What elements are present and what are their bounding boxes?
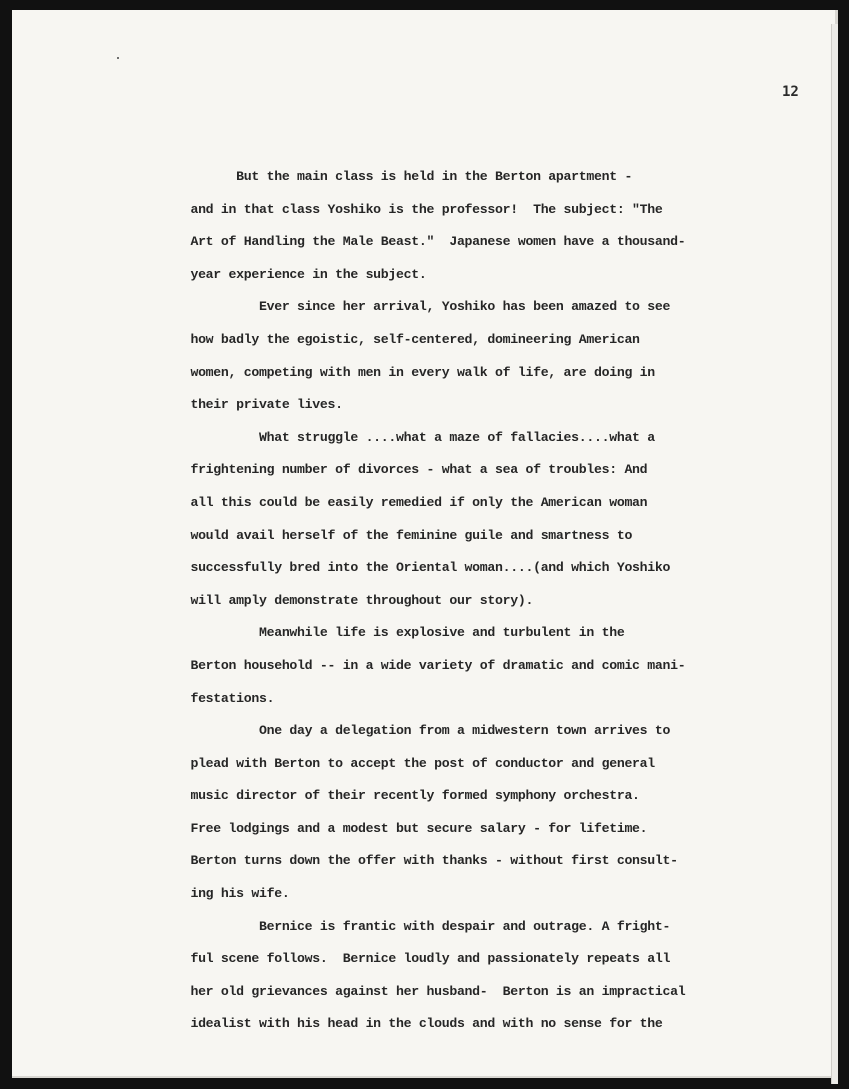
text-line: and in that class Yoshiko is the professor! The subject: "The xyxy=(160,201,663,217)
text-line: ing his wife. xyxy=(160,886,290,902)
body-text xyxy=(160,161,720,1041)
text-line: all this could be easily remedied if only the American woman xyxy=(160,494,648,510)
paper-speck xyxy=(117,57,119,59)
text-line: Bernice is frantic with despair and outrage. A fright- xyxy=(160,918,671,934)
text-line: Free lodgings and a modest but secure salary - for lifetime. xyxy=(160,820,648,836)
typewritten-page xyxy=(12,10,838,1078)
text-line: idealist with his head in the clouds and with no sense for the xyxy=(160,1016,663,1032)
text-line: women, competing with men in every walk of life, are doing in xyxy=(160,364,655,380)
text-line: frightening number of divorces - what a sea of troubles: And xyxy=(160,462,648,478)
text-line: how badly the egoistic, self-centered, domineering American xyxy=(160,331,640,347)
text-line: festations. xyxy=(160,690,275,706)
text-line: their private lives. xyxy=(160,397,343,413)
text-line: Berton household -- in a wide variety of dramatic and comic mani- xyxy=(160,657,686,673)
text-line: Berton turns down the offer with thanks - without first consult- xyxy=(160,853,678,869)
text-line: will amply demonstrate throughout our story). xyxy=(160,592,534,608)
text-line: One day a delegation from a midwestern town arrives to xyxy=(160,723,671,739)
text-line: plead with Berton to accept the post of conductor and general xyxy=(160,755,655,771)
page-edge xyxy=(831,24,838,1084)
text-line: ful scene follows. Bernice loudly and passionately repeats all xyxy=(160,951,671,967)
text-line: Ever since her arrival, Yoshiko has been amazed to see xyxy=(160,299,671,315)
text-line: What struggle ....what a maze of fallacies....what a xyxy=(160,429,655,445)
text-line: But the main class is held in the Berton apartment - xyxy=(160,169,633,184)
text-line: would avail herself of the feminine guile and smartness to xyxy=(160,527,633,543)
text-line: music director of their recently formed symphony orchestra. xyxy=(160,788,640,804)
text-line: Art of Handling the Male Beast." Japanese women have a thousand- xyxy=(160,234,686,250)
text-line: her old grievances against her husband- Berton is an impractical xyxy=(160,983,686,999)
text-line: Meanwhile life is explosive and turbulent in the xyxy=(160,625,625,641)
text-line: successfully bred into the Oriental woman....(and which Yoshiko xyxy=(160,560,671,576)
text-line: year experience in the subject. xyxy=(160,266,427,282)
page-number: 12 xyxy=(782,84,799,100)
